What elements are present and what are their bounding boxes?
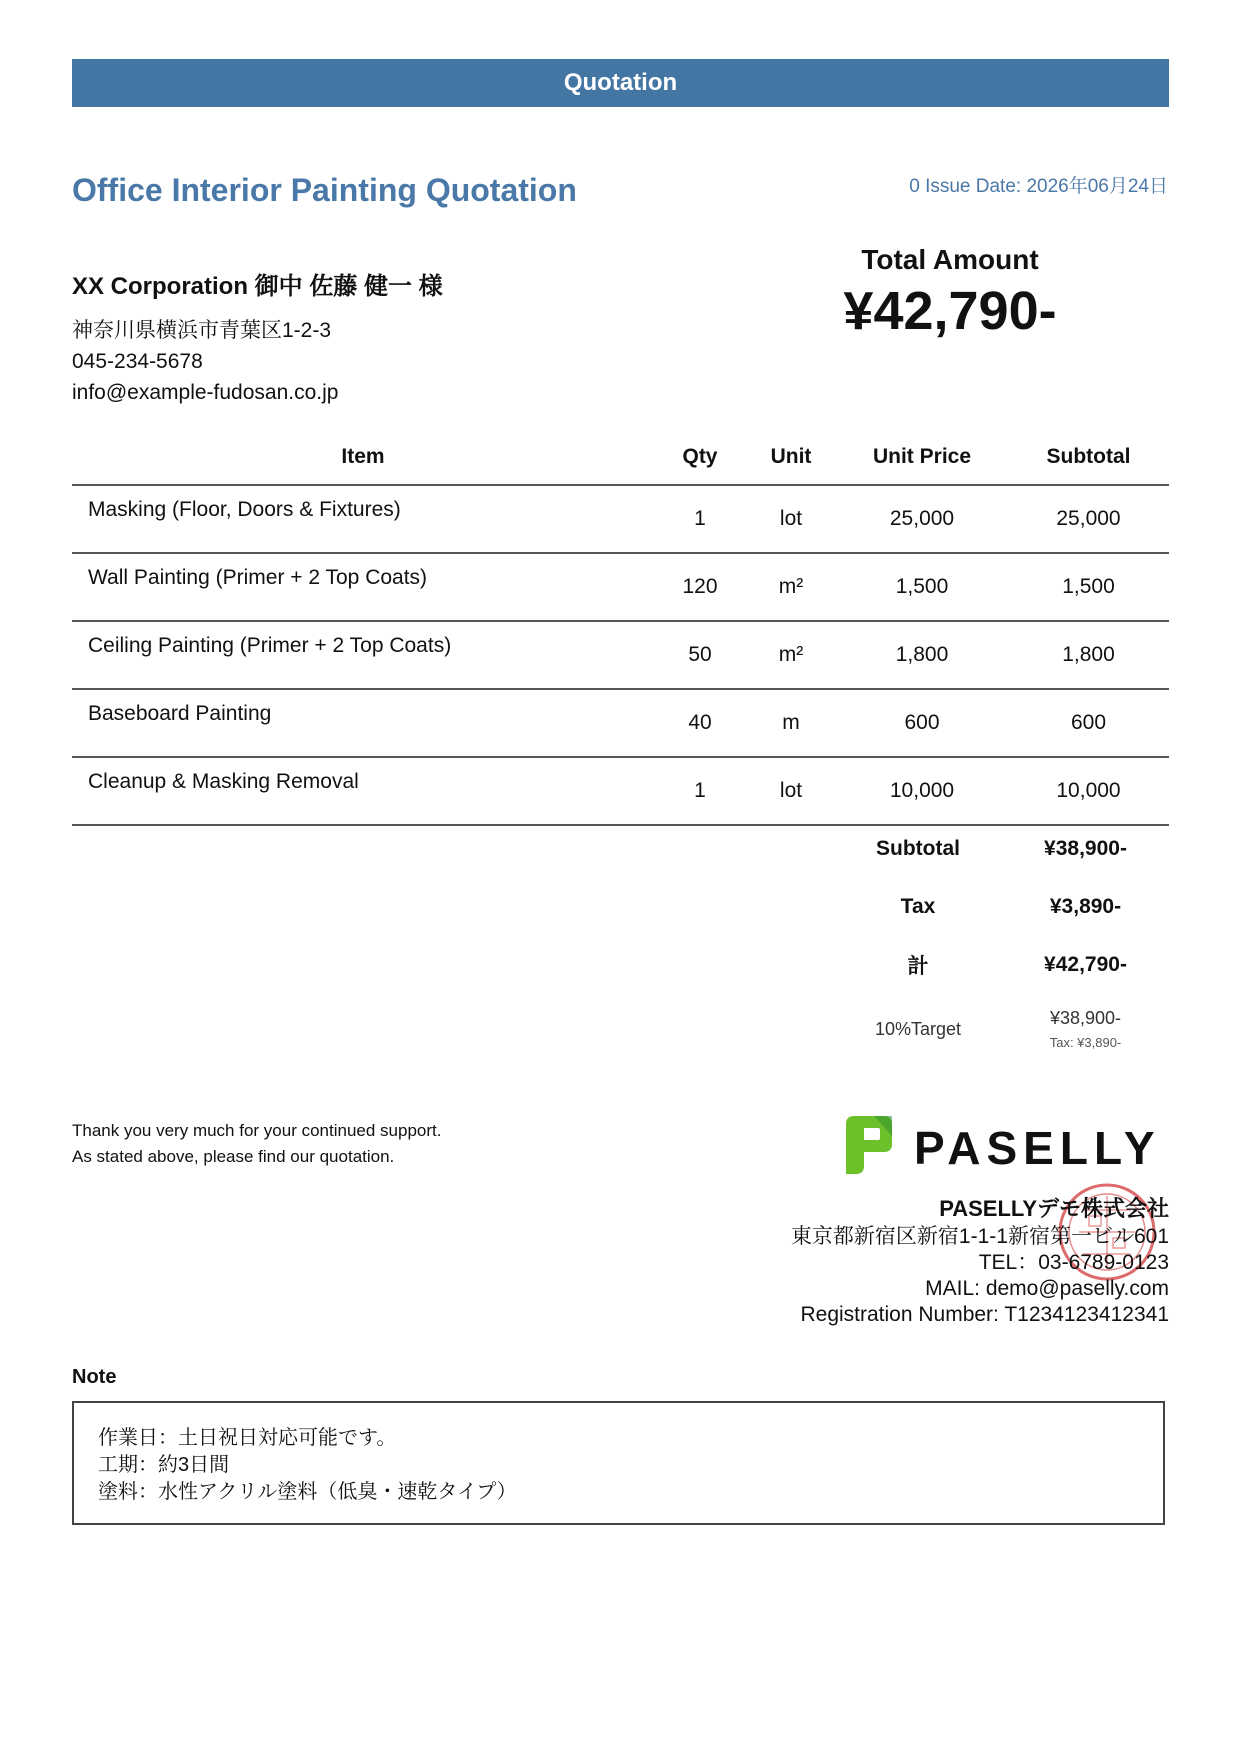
cell-unit: lot: [746, 485, 836, 553]
cell-qty: 1: [654, 757, 746, 825]
note-box: [72, 1401, 1165, 1525]
company-mail: MAIL: demo@paselly.com: [925, 1277, 1169, 1300]
cell-unit-price: 25,000: [836, 485, 1008, 553]
company-tel: TEL：03-6789-0123: [978, 1251, 1169, 1274]
thank-you-line: Thank you very much for your continued support.: [72, 1121, 442, 1140]
header-qty: Qty: [654, 430, 746, 485]
tax-label: Tax: [900, 895, 936, 918]
customer-email: info@example-fudosan.co.jp: [72, 381, 339, 404]
header-item: Item: [72, 430, 654, 485]
table-row: [72, 621, 1169, 689]
company-info: [791, 1194, 1169, 1328]
tax-value: ¥3,890-: [1049, 895, 1122, 918]
document-banner: Quotation: [72, 59, 1169, 107]
cell-item: Masking (Floor, Doors & Fixtures): [72, 485, 654, 553]
header-subtotal: Subtotal: [1008, 430, 1169, 485]
table-header-row: [72, 430, 1169, 485]
header-unit: Unit: [746, 430, 836, 485]
logo-mark-icon: [846, 1116, 892, 1174]
tax-target-amount: ¥38,900-: [1049, 1008, 1122, 1028]
grand-total-row: [834, 936, 1169, 994]
customer-name: XX Corporation 御中 佐藤 健一 様: [72, 273, 443, 300]
cell-subtotal: 600: [1008, 689, 1169, 757]
cell-item: Cleanup & Masking Removal: [72, 757, 654, 825]
cell-unit-price: 1,800: [836, 621, 1008, 689]
cell-unit: m²: [746, 553, 836, 621]
cell-item: Baseboard Painting: [72, 689, 654, 757]
cell-qty: 120: [654, 553, 746, 621]
cell-unit: m: [746, 689, 836, 757]
header-unit-price: Unit Price: [836, 430, 1008, 485]
cell-unit-price: 10,000: [836, 757, 1008, 825]
grand-total-label: 計: [907, 955, 929, 978]
note-label: Note: [72, 1366, 117, 1388]
customer-block: [72, 266, 443, 408]
customer-phone: 045-234-5678: [72, 350, 203, 373]
cell-subtotal: 10,000: [1008, 757, 1169, 825]
table-row: [72, 689, 1169, 757]
cell-qty: 40: [654, 689, 746, 757]
thank-you-message: [72, 1118, 441, 1170]
cell-subtotal: 1,500: [1008, 553, 1169, 621]
tax-target-row: [834, 994, 1169, 1064]
note-line: 塗料：水性アクリル塗料（低臭・速乾タイプ）: [98, 1481, 517, 1503]
company-registration: Registration Number: T1234123412341: [800, 1303, 1169, 1326]
subtotal-value: ¥38,900-: [1044, 837, 1127, 860]
tax-target-values: [1002, 1008, 1169, 1050]
total-amount-value: ¥42,790-: [843, 281, 1057, 341]
grand-total-value: ¥42,790-: [1044, 953, 1127, 976]
cell-subtotal: 25,000: [1008, 485, 1169, 553]
cell-item: Wall Painting (Primer + 2 Top Coats): [72, 553, 654, 621]
table-row: [72, 485, 1169, 553]
cell-qty: 1: [654, 485, 746, 553]
note-line: 作業日：土日祝日対応可能です。: [98, 1427, 397, 1449]
cell-unit: lot: [746, 757, 836, 825]
subtotal-row: [834, 820, 1169, 878]
tax-target-label: 10%Target: [874, 1018, 962, 1039]
note-line: 工期：約3日間: [98, 1454, 230, 1476]
total-amount-box: [820, 244, 1080, 342]
company-name: PASELLYデモ株式会社: [939, 1196, 1169, 1221]
cell-qty: 50: [654, 621, 746, 689]
subtotal-label: Subtotal: [876, 837, 960, 860]
company-logo: [838, 1114, 1170, 1176]
table-row: [72, 553, 1169, 621]
table-row: [72, 757, 1169, 825]
total-amount-label: Total Amount: [861, 244, 1039, 275]
items-table: [72, 430, 1169, 826]
logo-wordmark: PASELLY: [914, 1122, 1161, 1174]
totals-block: [834, 820, 1169, 1064]
company-address: 東京都新宿区新宿1-1-1新宿第一ビル601: [790, 1225, 1169, 1248]
cell-item: Ceiling Painting (Primer + 2 Top Coats): [72, 621, 654, 689]
thank-you-line: As stated above, please find our quotation.: [72, 1147, 395, 1166]
document-title: Office Interior Painting Quotation: [72, 172, 577, 208]
cell-subtotal: 1,800: [1008, 621, 1169, 689]
cell-unit-price: 1,500: [836, 553, 1008, 621]
issue-date: 0 Issue Date: 2026年06月24日: [909, 176, 1168, 197]
tax-target-tax: Tax: ¥3,890-: [1049, 1035, 1122, 1050]
cell-unit: m²: [746, 621, 836, 689]
tax-row: [834, 878, 1169, 936]
cell-unit-price: 600: [836, 689, 1008, 757]
customer-address: 神奈川県横浜市青葉区1-2-3: [72, 319, 332, 342]
